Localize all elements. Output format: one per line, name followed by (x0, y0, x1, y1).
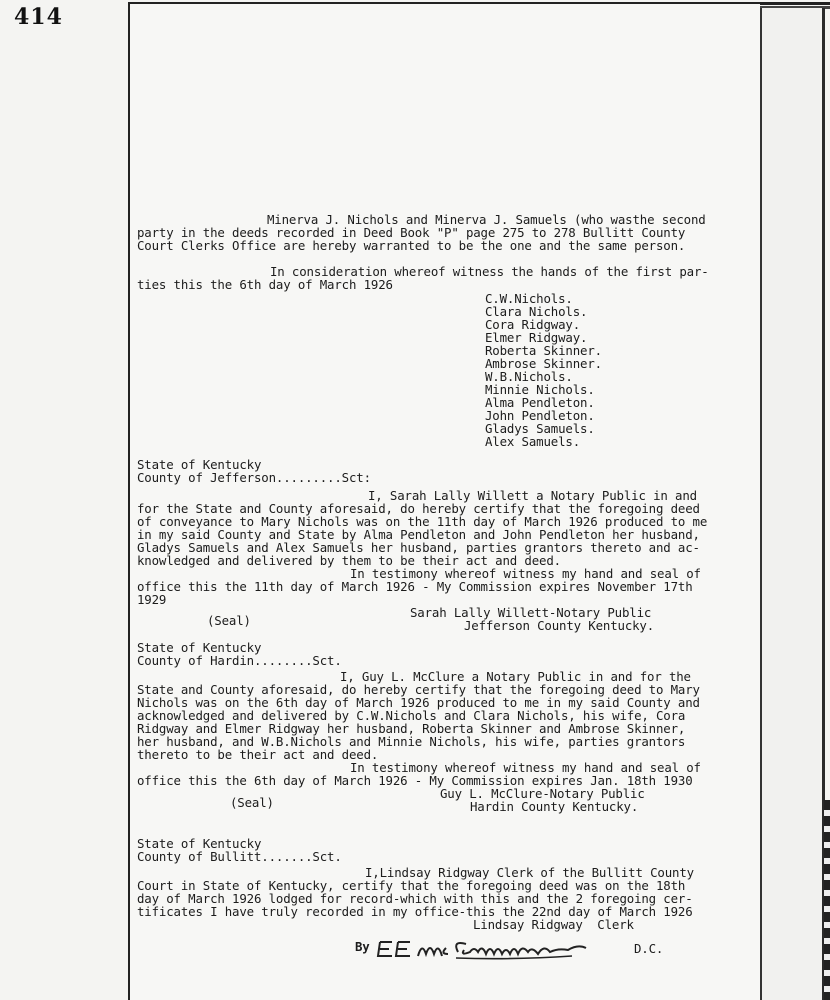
deputy-clerk-label: D.C. (634, 941, 664, 956)
cert-state: State of Kentucky (137, 640, 262, 655)
cert-body-line: of conveyance to Mary Nichols was on the 11th day of March 1926 produced to me (137, 514, 708, 529)
page-number: 414 (14, 4, 63, 30)
cert-testimony-line: office this the 6th day of March 1926 - My Commission expires Jan. 18th 1930 (137, 773, 693, 788)
clerk-signer: Lindsay Ridgway Clerk (473, 917, 634, 932)
paragraph-line: ties this the 6th day of March 1926 (137, 277, 393, 292)
handwritten-signature (372, 934, 594, 962)
signatory-name: Clara Nichols. (485, 304, 588, 319)
cert-testimony-line: In testimony whereof witness my hand and seal of (350, 760, 701, 775)
cert-body-line: knowledged and delivered by them to be their act and deed. (137, 553, 561, 568)
signatory-name: Elmer Ridgway. (485, 330, 588, 345)
paragraph-line: Minerva J. Nichols and Minerva J. Samuels (who wasthe second (267, 212, 706, 227)
cert-body-line: Ridgway and Elmer Ridgway her husband, Roberta Skinner and Ambrose Skinner, (137, 721, 686, 736)
signatory-name: Gladys Samuels. (485, 421, 595, 436)
signatory-name: Minnie Nichols. (485, 382, 595, 397)
cert-county: County of Jefferson.........Sct: (137, 470, 371, 485)
signatory-name: W.B.Nichols. (485, 369, 573, 384)
seal-label: (Seal) (230, 795, 274, 810)
binding-edge-marks (824, 800, 830, 1000)
cert-testimony-line: 1929 (137, 592, 167, 607)
cert-body-line: day of March 1926 lodged for record-which with this and the 2 foregoing cer- (137, 891, 693, 906)
cert-body-line: in my said County and State by Alma Pendleton and John Pendleton her husband, (137, 527, 700, 542)
signatory-name: Ambrose Skinner. (485, 356, 602, 371)
notary-county: Hardin County Kentucky. (470, 799, 639, 814)
cert-testimony-line: office this the 11th day of March 1926 - My Commission expires November 17th (137, 579, 693, 594)
cert-state: State of Kentucky (137, 836, 262, 851)
seal-label: (Seal) (207, 613, 251, 628)
signatory-name: Roberta Skinner. (485, 343, 602, 358)
cert-body-line: acknowledged and delivered by C.W.Nichols and Clara Nichols, his wife, Cora (137, 708, 686, 723)
signatory-name: John Pendleton. (485, 408, 595, 423)
cert-county: County of Hardin........Sct. (137, 653, 342, 668)
cert-body-line: her husband, and W.B.Nichols and Minnie Nichols, his wife, parties grantors (137, 734, 686, 749)
cert-state: State of Kentucky (137, 457, 262, 472)
right-margin-strip (762, 8, 822, 1000)
cert-body-line: Nichols was on the 6th day of March 1926 produced to me in my said County and (137, 695, 700, 710)
notary-signer: Sarah Lally Willett-Notary Public (410, 605, 652, 620)
cert-body-line: for the State and County aforesaid, do hereby certify that the foregoing deed (137, 501, 700, 516)
paragraph-line: party in the deeds recorded in Deed Book "P" page 275 to 278 Bullitt County (137, 225, 686, 240)
signatory-name: Alex Samuels. (485, 434, 581, 449)
cert-body-line: Court in State of Kentucky, certify that the foregoing deed was on the 18th (137, 878, 686, 893)
cert-body-line: State and County aforesaid, do hereby certify that the foregoing deed to Mary (137, 682, 700, 697)
cert-body-line: tificates I have truly recorded in my office-this the 22nd day of March 1926 (137, 904, 693, 919)
notary-signer: Guy L. McClure-Notary Public (440, 786, 645, 801)
cert-body-line: Gladys Samuels and Alex Samuels her husband, parties grantors thereto and ac- (137, 540, 700, 555)
signatory-name: C.W.Nichols. (485, 291, 573, 306)
paragraph-line: Court Clerks Office are hereby warranted to be the one and the same person. (137, 238, 686, 253)
cert-body-line: I,Lindsay Ridgway Clerk of the Bullitt County (365, 865, 694, 880)
paragraph-line: In consideration whereof witness the hands of the first par- (270, 264, 709, 279)
cert-body-line: I, Sarah Lally Willett a Notary Public in and (368, 488, 697, 503)
by-label: By (355, 939, 370, 954)
cert-testimony-line: In testimony whereof witness my hand and seal of (350, 566, 701, 581)
signatory-name: Cora Ridgway. (485, 317, 581, 332)
signatory-name: Alma Pendleton. (485, 395, 595, 410)
right-margin-rule (760, 8, 762, 1000)
notary-county: Jefferson County Kentucky. (464, 618, 655, 633)
cert-county: County of Bullitt.......Sct. (137, 849, 342, 864)
cert-body-line: I, Guy L. McClure a Notary Public in and for the (340, 669, 691, 684)
cert-body-line: thereto to be their act and deed. (137, 747, 379, 762)
